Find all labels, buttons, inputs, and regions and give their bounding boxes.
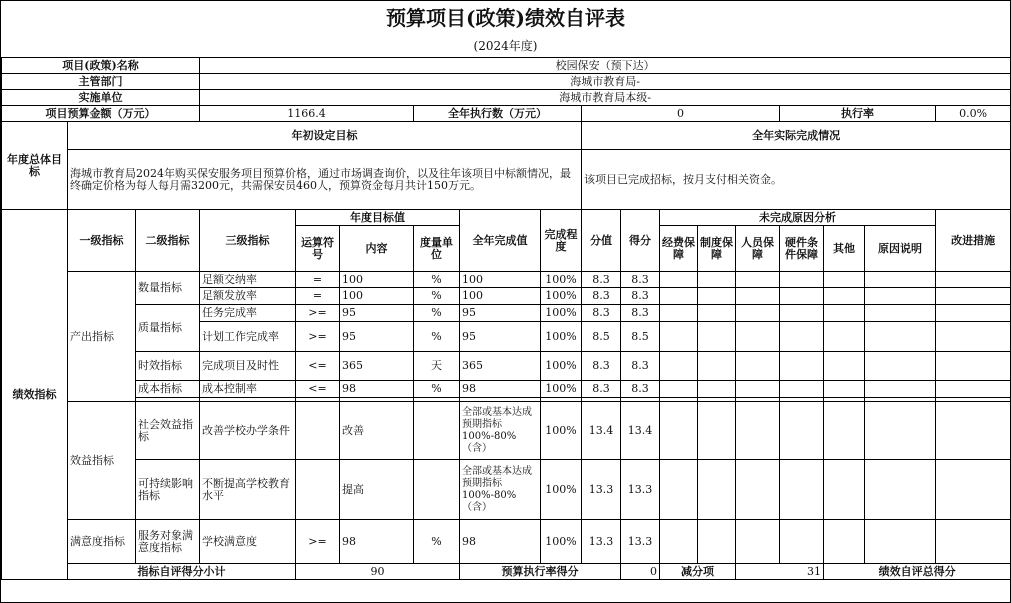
empty-cell bbox=[936, 520, 1011, 564]
empty-cell bbox=[736, 305, 780, 322]
content-cell: 98 bbox=[340, 520, 414, 564]
content-cell: 95 bbox=[340, 322, 414, 352]
unit-cell bbox=[414, 460, 460, 520]
empty-cell bbox=[660, 322, 698, 352]
goals-plan-text: 海城市教育局2024年购买保安服务项目预算价格，通过市场调查询价，以及往年该项目中标额情况，最终确定价格为每人每月需3200元，共需保安员460人，预算资金每月共计150万元。 bbox=[68, 150, 582, 210]
project-name-value: 校园保安（预下达） bbox=[200, 58, 1011, 74]
got-cell: 13.3 bbox=[621, 520, 660, 564]
degree-cell: 100% bbox=[541, 288, 582, 305]
header-reason-note: 原因说明 bbox=[865, 226, 936, 272]
footer-row bbox=[2, 564, 1011, 580]
op-cell: >= bbox=[296, 305, 340, 322]
content-cell: 100 bbox=[340, 288, 414, 305]
empty-cell bbox=[824, 288, 865, 305]
subtotal-value: 90 bbox=[296, 564, 460, 580]
empty-cell bbox=[736, 352, 780, 381]
annual-cell: 100 bbox=[460, 272, 541, 288]
got-cell: 8.3 bbox=[621, 352, 660, 381]
level1-satisfaction: 满意度指标 bbox=[68, 520, 136, 564]
level3-cell: 计划工作完成率 bbox=[200, 322, 296, 352]
level1-output: 产出指标 bbox=[68, 272, 136, 402]
score-cell: 8.3 bbox=[582, 305, 621, 322]
empty-cell bbox=[736, 322, 780, 352]
empty-cell bbox=[660, 272, 698, 288]
header-score: 分值 bbox=[582, 210, 621, 272]
empty-cell bbox=[736, 381, 780, 398]
op-cell: >= bbox=[296, 520, 340, 564]
level2-quality: 质量指标 bbox=[136, 305, 200, 352]
empty-cell bbox=[698, 520, 736, 564]
empty-cell bbox=[824, 520, 865, 564]
annual-cell: 98 bbox=[460, 381, 541, 398]
goals-actual-header: 全年实际完成情况 bbox=[582, 122, 1011, 150]
empty-cell bbox=[698, 460, 736, 520]
header-degree: 完成程度 bbox=[541, 210, 582, 272]
perf-header-row-1 bbox=[2, 210, 1011, 226]
unit-cell: % bbox=[414, 288, 460, 305]
budget-value: 1166.4 bbox=[200, 106, 414, 122]
total-label: 绩效自评总得分 bbox=[824, 564, 1011, 580]
empty-cell bbox=[660, 305, 698, 322]
level3-cell: 成本控制率 bbox=[200, 381, 296, 398]
score-cell: 13.3 bbox=[582, 520, 621, 564]
empty-cell bbox=[660, 381, 698, 398]
empty-cell bbox=[736, 272, 780, 288]
content-cell: 改善 bbox=[340, 402, 414, 460]
op-cell: = bbox=[296, 288, 340, 305]
unit-cell: % bbox=[414, 381, 460, 398]
header-reason-funds: 经费保障 bbox=[660, 226, 698, 272]
empty-cell bbox=[936, 305, 1011, 322]
header-annual: 全年完成值 bbox=[460, 210, 541, 272]
content-cell: 98 bbox=[340, 381, 414, 398]
empty-cell bbox=[698, 402, 736, 460]
annual-cell: 95 bbox=[460, 305, 541, 322]
empty-cell bbox=[780, 381, 824, 398]
degree-cell: 100% bbox=[541, 460, 582, 520]
perf-section-label: 绩效指标 bbox=[2, 210, 68, 580]
empty-cell bbox=[936, 352, 1011, 381]
rate-label: 执行率 bbox=[780, 106, 936, 122]
got-cell: 13.4 bbox=[621, 402, 660, 460]
got-cell: 8.3 bbox=[621, 305, 660, 322]
deduct-label: 减分项 bbox=[660, 564, 736, 580]
degree-cell: 100% bbox=[541, 402, 582, 460]
dept-value: 海城市教育局- bbox=[200, 74, 1011, 90]
exec-score-label: 预算执行率得分 bbox=[460, 564, 621, 580]
goals-text-row bbox=[2, 150, 1011, 210]
score-cell: 8.5 bbox=[582, 322, 621, 352]
content-cell: 提高 bbox=[340, 460, 414, 520]
got-cell: 8.5 bbox=[621, 322, 660, 352]
unit-cell: % bbox=[414, 305, 460, 322]
got-cell: 8.3 bbox=[621, 381, 660, 398]
indicator-row bbox=[2, 352, 1011, 381]
annual-cell: 365 bbox=[460, 352, 541, 381]
impl-label: 实施单位 bbox=[2, 90, 200, 106]
empty-cell bbox=[936, 288, 1011, 305]
empty-cell bbox=[660, 460, 698, 520]
annual-cell: 全部或基本达成预期指标100%-80%（含） bbox=[460, 460, 541, 520]
level1-benefit: 效益指标 bbox=[68, 402, 136, 520]
header-reason-other: 其他 bbox=[824, 226, 865, 272]
header-level2: 二级指标 bbox=[136, 210, 200, 272]
op-cell: >= bbox=[296, 322, 340, 352]
empty-cell bbox=[660, 402, 698, 460]
header-reason-hardware: 硬件条件保障 bbox=[780, 226, 824, 272]
level3-cell: 改善学校办学条件 bbox=[200, 402, 296, 460]
empty-cell bbox=[865, 305, 936, 322]
empty-cell bbox=[780, 322, 824, 352]
header-got: 得分 bbox=[621, 210, 660, 272]
empty-cell bbox=[780, 402, 824, 460]
level3-cell: 学校满意度 bbox=[200, 520, 296, 564]
score-cell: 13.4 bbox=[582, 402, 621, 460]
level3-cell: 足额发放率 bbox=[200, 288, 296, 305]
degree-cell: 100% bbox=[541, 520, 582, 564]
unit-cell: % bbox=[414, 272, 460, 288]
got-cell: 13.3 bbox=[621, 460, 660, 520]
got-cell: 8.3 bbox=[621, 272, 660, 288]
unit-cell: 天 bbox=[414, 352, 460, 381]
goals-header-row bbox=[2, 122, 1011, 150]
header-level3: 三级指标 bbox=[200, 210, 296, 272]
form-year: (2024年度) bbox=[473, 39, 538, 53]
exec-score-value: 0 bbox=[621, 564, 660, 580]
got-cell: 8.3 bbox=[621, 288, 660, 305]
score-cell: 8.3 bbox=[582, 288, 621, 305]
empty-cell bbox=[865, 460, 936, 520]
empty-cell bbox=[865, 322, 936, 352]
level2-cell: 社会效益指标 bbox=[136, 402, 200, 460]
content-cell: 95 bbox=[340, 305, 414, 322]
degree-cell: 100% bbox=[541, 381, 582, 398]
annual-cell: 95 bbox=[460, 322, 541, 352]
empty-cell bbox=[736, 288, 780, 305]
level3-cell: 任务完成率 bbox=[200, 305, 296, 322]
empty-cell bbox=[736, 460, 780, 520]
empty-cell bbox=[660, 520, 698, 564]
exec-label: 全年执行数（万元） bbox=[414, 106, 582, 122]
annual-cell: 98 bbox=[460, 520, 541, 564]
subtotal-label: 指标自评得分小计 bbox=[68, 564, 296, 580]
deduct-value: 31 bbox=[736, 564, 824, 580]
empty-cell bbox=[660, 352, 698, 381]
empty-cell bbox=[780, 288, 824, 305]
evaluation-table bbox=[1, 57, 1011, 580]
degree-cell: 100% bbox=[541, 322, 582, 352]
op-cell bbox=[296, 402, 340, 460]
empty-cell bbox=[936, 402, 1011, 460]
score-cell: 8.3 bbox=[582, 272, 621, 288]
empty-cell bbox=[824, 352, 865, 381]
annual-cell: 100 bbox=[460, 288, 541, 305]
op-cell: <= bbox=[296, 381, 340, 398]
empty-cell bbox=[698, 352, 736, 381]
empty-cell bbox=[824, 272, 865, 288]
indicator-row bbox=[2, 272, 1011, 288]
header-level1: 一级指标 bbox=[68, 210, 136, 272]
empty-cell bbox=[936, 460, 1011, 520]
indicator-row bbox=[2, 402, 1011, 460]
empty-cell bbox=[865, 288, 936, 305]
header-content: 内容 bbox=[340, 226, 414, 272]
header-reason-staff: 人员保障 bbox=[736, 226, 780, 272]
degree-cell: 100% bbox=[541, 305, 582, 322]
level3-cell: 足额交纳率 bbox=[200, 272, 296, 288]
empty-cell bbox=[780, 520, 824, 564]
score-cell: 8.3 bbox=[582, 352, 621, 381]
empty-cell bbox=[736, 402, 780, 460]
goals-actual-text: 该项目已完成招标，按月支付相关资金。 bbox=[582, 150, 1011, 210]
empty-cell bbox=[936, 272, 1011, 288]
header-target: 年度目标值 bbox=[296, 210, 460, 226]
empty-cell bbox=[824, 381, 865, 398]
empty-cell bbox=[698, 272, 736, 288]
level2-quantity: 数量指标 bbox=[136, 272, 200, 305]
header-unit: 度量单位 bbox=[414, 226, 460, 272]
content-cell: 100 bbox=[340, 272, 414, 288]
level2-cell: 服务对象满意度指标 bbox=[136, 520, 200, 564]
level2-timeliness: 时效指标 bbox=[136, 352, 200, 381]
unit-cell bbox=[414, 402, 460, 460]
op-cell bbox=[296, 460, 340, 520]
info-row-impl bbox=[2, 90, 1011, 106]
degree-cell: 100% bbox=[541, 272, 582, 288]
empty-cell bbox=[698, 305, 736, 322]
op-cell: <= bbox=[296, 352, 340, 381]
empty-cell bbox=[865, 381, 936, 398]
empty-cell bbox=[865, 402, 936, 460]
header-op: 运算符号 bbox=[296, 226, 340, 272]
header-reason-policy: 制度保障 bbox=[698, 226, 736, 272]
form-title: 预算项目(政策)绩效自评表 bbox=[386, 6, 625, 30]
empty-cell bbox=[698, 288, 736, 305]
empty-cell bbox=[698, 381, 736, 398]
empty-cell bbox=[936, 381, 1011, 398]
empty-cell bbox=[865, 520, 936, 564]
empty-cell bbox=[780, 460, 824, 520]
exec-value: 0 bbox=[582, 106, 780, 122]
unit-cell: % bbox=[414, 322, 460, 352]
info-row-budget bbox=[2, 106, 1011, 122]
content-cell: 365 bbox=[340, 352, 414, 381]
goals-plan-header: 年初设定目标 bbox=[68, 122, 582, 150]
impl-value: 海城市教育局本级- bbox=[200, 90, 1011, 106]
empty-cell bbox=[865, 272, 936, 288]
annual-cell: 全部或基本达成预期指标100%-80%（含） bbox=[460, 402, 541, 460]
empty-cell bbox=[698, 322, 736, 352]
header-reason: 未完成原因分析 bbox=[660, 210, 936, 226]
empty-cell bbox=[824, 460, 865, 520]
goals-section-label: 年度总体目标 bbox=[2, 122, 68, 210]
empty-cell bbox=[824, 402, 865, 460]
info-row-dept bbox=[2, 74, 1011, 90]
score-cell: 13.3 bbox=[582, 460, 621, 520]
indicator-row bbox=[2, 305, 1011, 322]
unit-cell: % bbox=[414, 520, 460, 564]
dept-label: 主管部门 bbox=[2, 74, 200, 90]
empty-cell bbox=[824, 322, 865, 352]
score-cell: 8.3 bbox=[582, 381, 621, 398]
empty-cell bbox=[780, 352, 824, 381]
degree-cell: 100% bbox=[541, 352, 582, 381]
indicator-row bbox=[2, 460, 1011, 520]
header-fix: 改进措施 bbox=[936, 210, 1011, 272]
empty-cell bbox=[736, 520, 780, 564]
level3-cell: 完成项目及时性 bbox=[200, 352, 296, 381]
empty-cell bbox=[936, 322, 1011, 352]
empty-cell bbox=[824, 305, 865, 322]
level2-cost: 成本指标 bbox=[136, 381, 200, 398]
empty-cell bbox=[780, 305, 824, 322]
budget-label: 项目预算金额（万元） bbox=[2, 106, 200, 122]
rate-value: 0.0% bbox=[936, 106, 1011, 122]
project-name-label: 项目(政策)名称 bbox=[2, 58, 200, 74]
level3-cell: 不断提高学校教育水平 bbox=[200, 460, 296, 520]
indicator-row bbox=[2, 520, 1011, 564]
empty-cell bbox=[660, 288, 698, 305]
level2-cell: 可持续影响指标 bbox=[136, 460, 200, 520]
info-row-project bbox=[2, 58, 1011, 74]
indicator-row bbox=[2, 381, 1011, 398]
empty-cell bbox=[780, 272, 824, 288]
empty-cell bbox=[865, 352, 936, 381]
op-cell: = bbox=[296, 272, 340, 288]
